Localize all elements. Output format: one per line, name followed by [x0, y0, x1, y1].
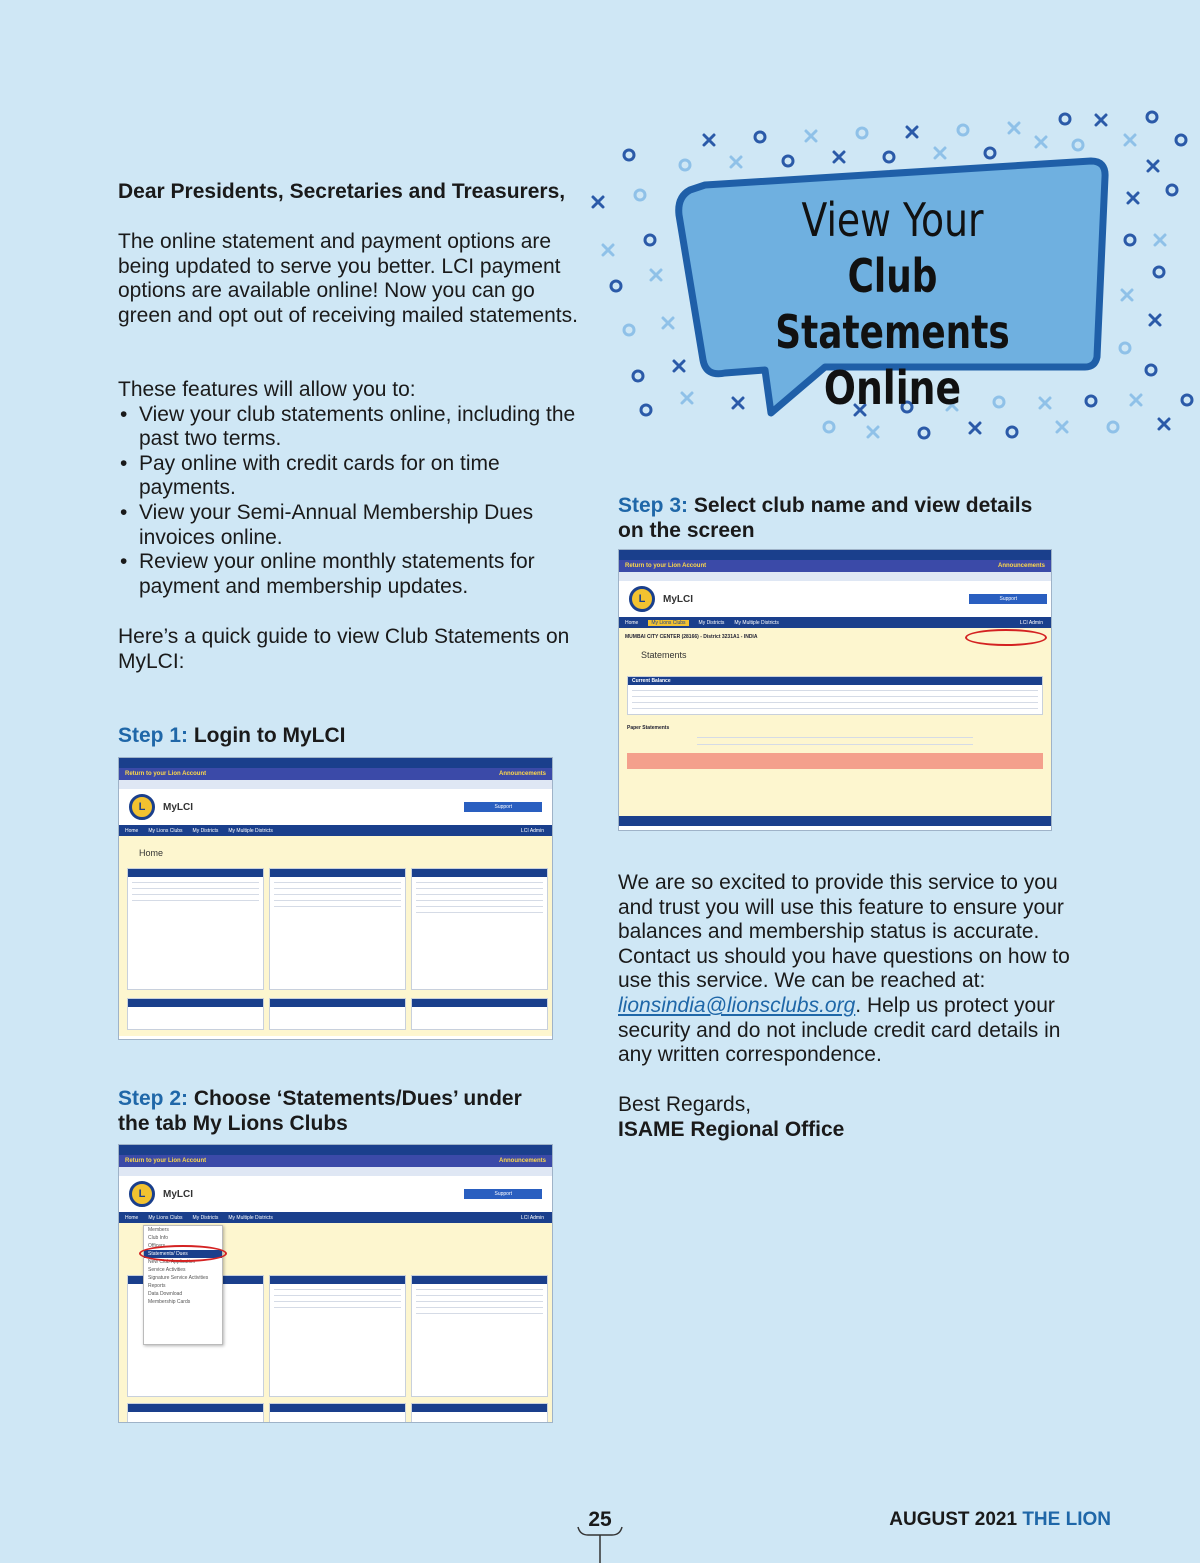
club-name: MUMBAI CITY CENTER (28166) - District 3231A1 - INDIA — [625, 634, 758, 640]
nav-my-multiple-districts: My Multiple Districts — [228, 1214, 273, 1221]
step-2-heading — [118, 1086, 558, 1136]
step-number: Step 1: — [118, 724, 189, 747]
step-text: Select club name and view details on the screen — [618, 494, 1033, 542]
return-link: Return to your Lion Account — [125, 771, 207, 777]
app-name: MyLCI — [663, 593, 693, 605]
nav-my-multiple-districts: My Multiple Districts — [734, 619, 779, 626]
menu-item: Service Activities — [148, 1267, 186, 1273]
nav-my-lions-clubs: My Lions Clubs — [648, 620, 688, 626]
lions-logo-icon: L — [129, 794, 155, 820]
step-1-screenshot — [118, 757, 553, 1040]
step-text: Choose ‘Statements/Dues’ under the tab My Lions Clubs — [118, 1087, 522, 1135]
menu-item: Officers — [148, 1243, 166, 1249]
footer-title: THE LION — [1022, 1509, 1111, 1530]
announcements: Announcements — [498, 1158, 546, 1164]
support-button: Support — [969, 594, 1047, 604]
banner-line-2: Club Statements — [775, 249, 1010, 359]
nav-home: Home — [625, 619, 639, 626]
feature-item: • View your club statements online, including the past two terms. — [118, 403, 588, 452]
banner-title — [700, 192, 1085, 416]
step-1-heading — [118, 723, 346, 748]
return-link: Return to your Lion Account — [625, 563, 707, 569]
nav-my-districts: My Districts — [698, 619, 725, 626]
features-block — [118, 378, 588, 599]
step-2-screenshot — [118, 1144, 553, 1423]
nav-my-districts: My Districts — [192, 827, 219, 834]
step-number: Step 3: — [618, 494, 689, 517]
menu-item: Members — [148, 1227, 169, 1233]
nav-my-districts: My Districts — [192, 1214, 219, 1221]
lions-logo-icon: L — [129, 1181, 155, 1207]
menu-item: Data Download — [148, 1291, 183, 1297]
page-number-bracket — [576, 1525, 624, 1563]
announcements: Announcements — [498, 771, 546, 777]
lions-logo-icon: L — [629, 586, 655, 612]
banner-line-3: Online — [823, 361, 962, 415]
nav-lci-admin: LCI Admin — [1019, 619, 1043, 626]
dropdown-menu — [143, 1225, 223, 1345]
highlight-circle — [139, 1245, 227, 1262]
menu-item: Statements/ Dues — [144, 1250, 222, 1258]
nav-lci-admin: LCI Admin — [520, 827, 544, 834]
home-title: Home — [139, 848, 164, 858]
closing-paragraph — [618, 871, 1088, 1068]
features-list — [118, 403, 588, 600]
banner-line-1: View Your — [801, 193, 984, 247]
email-link[interactable]: lionsindia@lionsclubs.org — [618, 993, 856, 1017]
return-link: Return to your Lion Account — [125, 1158, 207, 1164]
closing-text: . Help us protect your security and do not include credit card details in any written correspondence. — [618, 993, 1061, 1067]
step-3-heading — [618, 493, 1058, 543]
menu-item: Membership Cards — [148, 1299, 191, 1305]
menu-item: New Club Application — [148, 1259, 196, 1265]
announcements: Announcements — [997, 563, 1045, 569]
intro-paragraph: The online statement and payment options are being updated to serve you better. LCI payment options are available online! Now you can go green and opt out of receiving mailed statements. — [118, 230, 578, 327]
step-3-screenshot — [618, 549, 1052, 831]
guide-intro: Here’s a quick guide to view Club Statements on MyLCI: — [118, 625, 570, 673]
features-intro: These features will allow you to: — [118, 378, 416, 401]
feature-item: • Review your online monthly statements for payment and membership updates. — [118, 550, 588, 599]
statements-title: Statements — [641, 650, 687, 660]
support-button: Support — [464, 802, 542, 812]
sign-off — [618, 1093, 1088, 1142]
support-button: Support — [464, 1189, 542, 1199]
step-number: Step 2: — [118, 1087, 189, 1110]
nav-my-lions-clubs: My Lions Clubs — [148, 1214, 183, 1221]
app-name: MyLCI — [163, 1188, 193, 1200]
nav-my-multiple-districts: My Multiple Districts — [228, 827, 273, 834]
feature-item: • View your Semi-Annual Membership Dues invoices online. — [118, 501, 588, 550]
step-text: Login to MyLCI — [193, 724, 346, 747]
greeting: Dear Presidents, Secretaries and Treasurers, — [118, 180, 566, 203]
closing-text: We are so excited to provide this service to you and trust you will use this feature to ensure your balances and membership status is accurate. Contact us should you have questions on how to use this service. We can be reached at: — [618, 871, 1070, 993]
nav-lci-admin: LCI Admin — [520, 1214, 544, 1221]
menu-item: Signature Service Activities — [148, 1275, 209, 1281]
menu-item: Club Info — [148, 1235, 169, 1241]
office-name: ISAME Regional Office — [618, 1117, 845, 1141]
nav-home: Home — [125, 1214, 139, 1221]
menu-item: Reports — [148, 1283, 166, 1289]
footer-month: AUGUST 2021 — [889, 1509, 1018, 1530]
nav-home: Home — [125, 827, 139, 834]
paper-statements-label: Paper Statements — [627, 725, 670, 731]
footer-publication — [889, 1509, 1111, 1531]
feature-item: • Pay online with credit cards for on time payments. — [118, 452, 588, 501]
app-name: MyLCI — [163, 801, 193, 813]
current-balance-header: Current Balance — [628, 677, 1042, 685]
regards: Best Regards, — [618, 1093, 752, 1116]
highlight-circle — [965, 629, 1047, 646]
nav-my-lions-clubs: My Lions Clubs — [148, 827, 183, 834]
page-number: 25 — [588, 1508, 612, 1531]
